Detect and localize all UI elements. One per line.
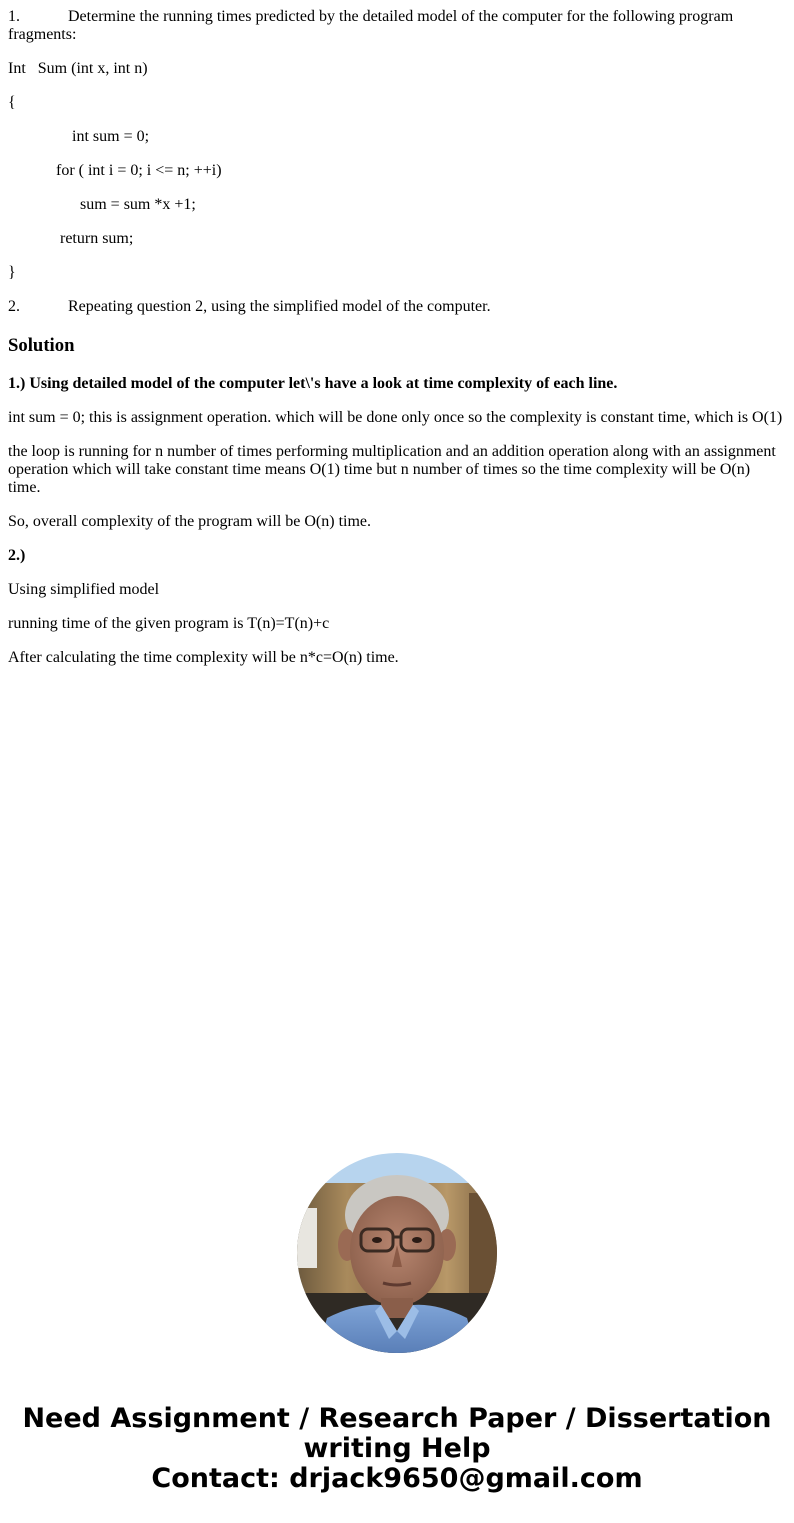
question-2-number: 2. (8, 298, 20, 315)
code-line-init: int sum = 0; (72, 128, 150, 145)
question-1-text: Determine the running times predicted by the detailed model of the computer for the following program fragments: (8, 8, 734, 43)
portrait-photo (297, 1153, 497, 1353)
code-line-close-brace: } (8, 264, 16, 281)
question-1-number: 1. (8, 8, 20, 25)
code-line-signature: Int Sum (int x, int n) (8, 60, 148, 77)
part-1-heading: 1.) Using detailed model of the computer let\'s have a look at time complexity of each line. (8, 375, 618, 392)
part-2-heading: 2.) (8, 547, 26, 564)
part-1-paragraph: int sum = 0; this is assignment operation. which will be done only once so the complexity is constant time, which is O(1) (8, 409, 783, 426)
part-2-paragraph: After calculating the time complexity will be n*c=O(n) time. (8, 649, 399, 666)
avatar (297, 1153, 497, 1353)
code-line-body: sum = sum *x +1; (80, 196, 196, 213)
part-2-paragraph: running time of the given program is T(n)=T(n)+c (8, 615, 330, 632)
code-line-return: return sum; (60, 230, 134, 247)
code-line-open-brace: { (8, 94, 16, 111)
promo-contact: Contact: drjack9650@gmail.com (151, 1463, 643, 1494)
code-line-loop: for ( int i = 0; i <= n; ++i) (56, 162, 222, 179)
part-2-paragraph: Using simplified model (8, 581, 160, 598)
promo-banner (0, 1404, 794, 1494)
part-1-paragraph: So, overall complexity of the program will be O(n) time. (8, 513, 372, 530)
promo-line: writing Help (303, 1433, 491, 1464)
question-1 (8, 8, 786, 44)
promo-line: Need Assignment / Research Paper / Dissertation (22, 1403, 772, 1434)
part-1-paragraph: the loop is running for n number of times performing multiplication and an addition operation along with an assignment operation which will take constant time means O(1) time but n number of times so the time complexity will be O(n) time. (8, 443, 776, 496)
solution-heading: Solution (8, 335, 75, 356)
question-2-text: Repeating question 2, using the simplified model of the computer. (68, 298, 491, 315)
question-2 (8, 298, 491, 316)
